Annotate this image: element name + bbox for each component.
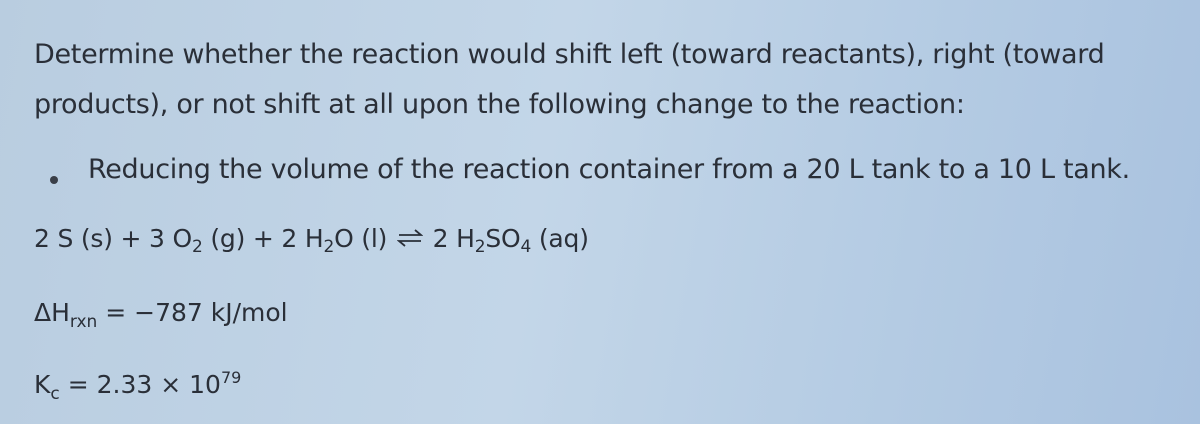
enthalpy-value: = −787 kJ/mol bbox=[97, 298, 288, 327]
equilibrium-arrow-icon bbox=[397, 228, 423, 248]
enthalpy-subscript: rxn bbox=[69, 312, 98, 332]
kc-value: = 2.33 × 10 bbox=[59, 370, 221, 399]
eq-part-6: (aq) bbox=[531, 224, 589, 253]
kc-exponent: 79 bbox=[220, 368, 242, 387]
eq-part-4: 2 H bbox=[424, 224, 475, 253]
eq-sub-h2o: 2 bbox=[323, 237, 335, 257]
equilibrium-constant-line bbox=[34, 368, 242, 404]
change-description: Reducing the volume of the reaction container from a 20 L tank to a 10 L tank. bbox=[88, 154, 1130, 185]
kc-symbol: K bbox=[34, 370, 51, 399]
eq-sub-h2so4-h: 2 bbox=[474, 237, 486, 257]
enthalpy-line bbox=[34, 298, 288, 332]
eq-part-2: (g) + 2 H bbox=[202, 224, 324, 253]
eq-sub-o2: 2 bbox=[191, 237, 203, 257]
kc-subscript: c bbox=[50, 384, 60, 404]
eq-part-3: O (l) bbox=[334, 224, 395, 253]
enthalpy-symbol: ΔH bbox=[34, 298, 70, 327]
eq-part-1: 2 S (s) + 3 O bbox=[34, 224, 192, 253]
eq-part-5: SO bbox=[485, 224, 521, 253]
bullet-icon bbox=[50, 176, 58, 184]
question-prompt bbox=[34, 30, 1104, 130]
eq-sub-h2so4-o: 4 bbox=[520, 237, 532, 257]
question-line-2: products), or not shift at all upon the following change to the reaction: bbox=[34, 89, 965, 120]
reaction-equation bbox=[34, 224, 589, 257]
question-line-1: Determine whether the reaction would shift left (toward reactants), right (toward bbox=[34, 39, 1105, 70]
